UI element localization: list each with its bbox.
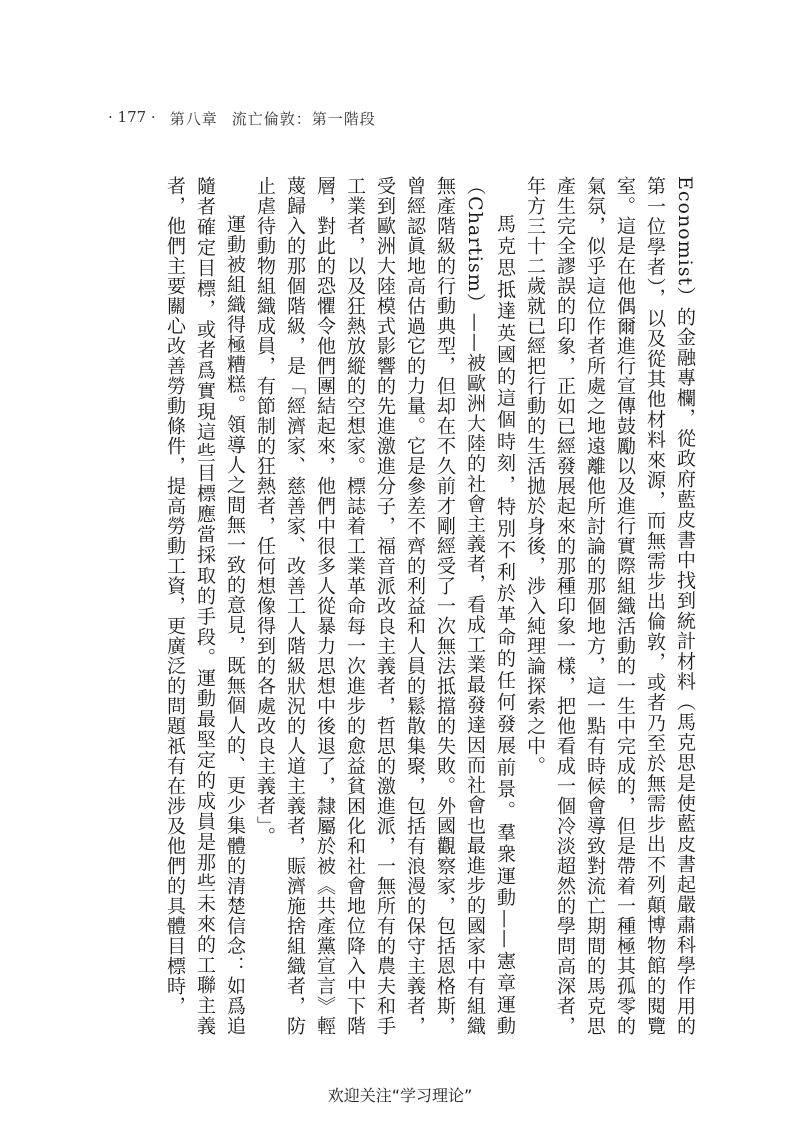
- page-number: · 177 ·: [108, 108, 156, 126]
- chapter-title: 第八章: [169, 110, 218, 128]
- body-text: [104, 176, 700, 1036]
- paragraph-2: 馬克思抵達英國的這個時刻，特別不利於革命的任何發展前景。羣衆運動——憲章運動（Chartism）——被歐洲大陸的社會主義者，看成工業最發達因而社會也最進步的國家中有組織無產階級的行動典型，但却在不久前才剛經受了一次無法抵擋的失敗。外國觀察家，包括恩格斯，曾經認眞地高估過它的力量。它是參差不齊的利益和人員的鬆散集聚，包括有浪漫的保守主義者，受到歐洲大陸模式影響的先進激進分子，福音派改良主義者，哲思的激進派，一無所有的農夫和手工業者，以及狂熱放縱的空想家。標誌着工業革命每一次進步的愈益貧困化和社會地位降入中下階層，對此的恐懼令他們團結起來，他們中很多人從暴力思想中後退了，隸屬於被《共產黨宣言》輕蔑歸入的那個階級，是「經濟家、慈善家、改善工人階級狀況的人道主義者，賑濟施捨組織者，防止虐待動物組織成員，有節制的狂熱者，任何想像得到的各處改良主義者」。: [254, 176, 516, 1036]
- footer-watermark: 欢迎关注“学习理论”: [327, 1086, 473, 1105]
- paragraph-1: Economist）的金融專欄，從政府藍皮書中找到統計材料（馬克思是使藍皮書起嚴肅科學作用的第一位學者），以及從其他材料來源，而無需步出倫敦，或者乃至於無需步出不列顛博物館的閱覽室。這是在他偶爾進行宣傳鼓勵以及進行實際組織活動的一生中完成的，但是帶着一種極其孤零的氣氛，似乎這位作者所處之地遠離他所討論的那個地方，這一點有時候會導致對流亡期間的馬克思產生完全謬誤的印象，正如已經發展起來的那種印象一樣，把他看成一個冷淡超然的學問高深者，年方三十二歲就已經把行動的生活拋於身後，涉入純理論探索之中。: [524, 176, 696, 1036]
- paragraph-3: 運動被組織得極糟糕。領導人之間無一致的意見，既無個人的、更少集體的清楚信念：如爲追隨者確定目標，或者爲實現這些目標應當採取的手段。運動最堅定的成員是那些未來的工聯主義者，他們主要關心改善勞動條件，提高勞動工資，更廣泛的問題祇有在涉及他們的具體目標時，: [164, 176, 246, 1036]
- section-title: 流亡倫敦：第一階段: [231, 110, 376, 128]
- running-header: [108, 108, 376, 129]
